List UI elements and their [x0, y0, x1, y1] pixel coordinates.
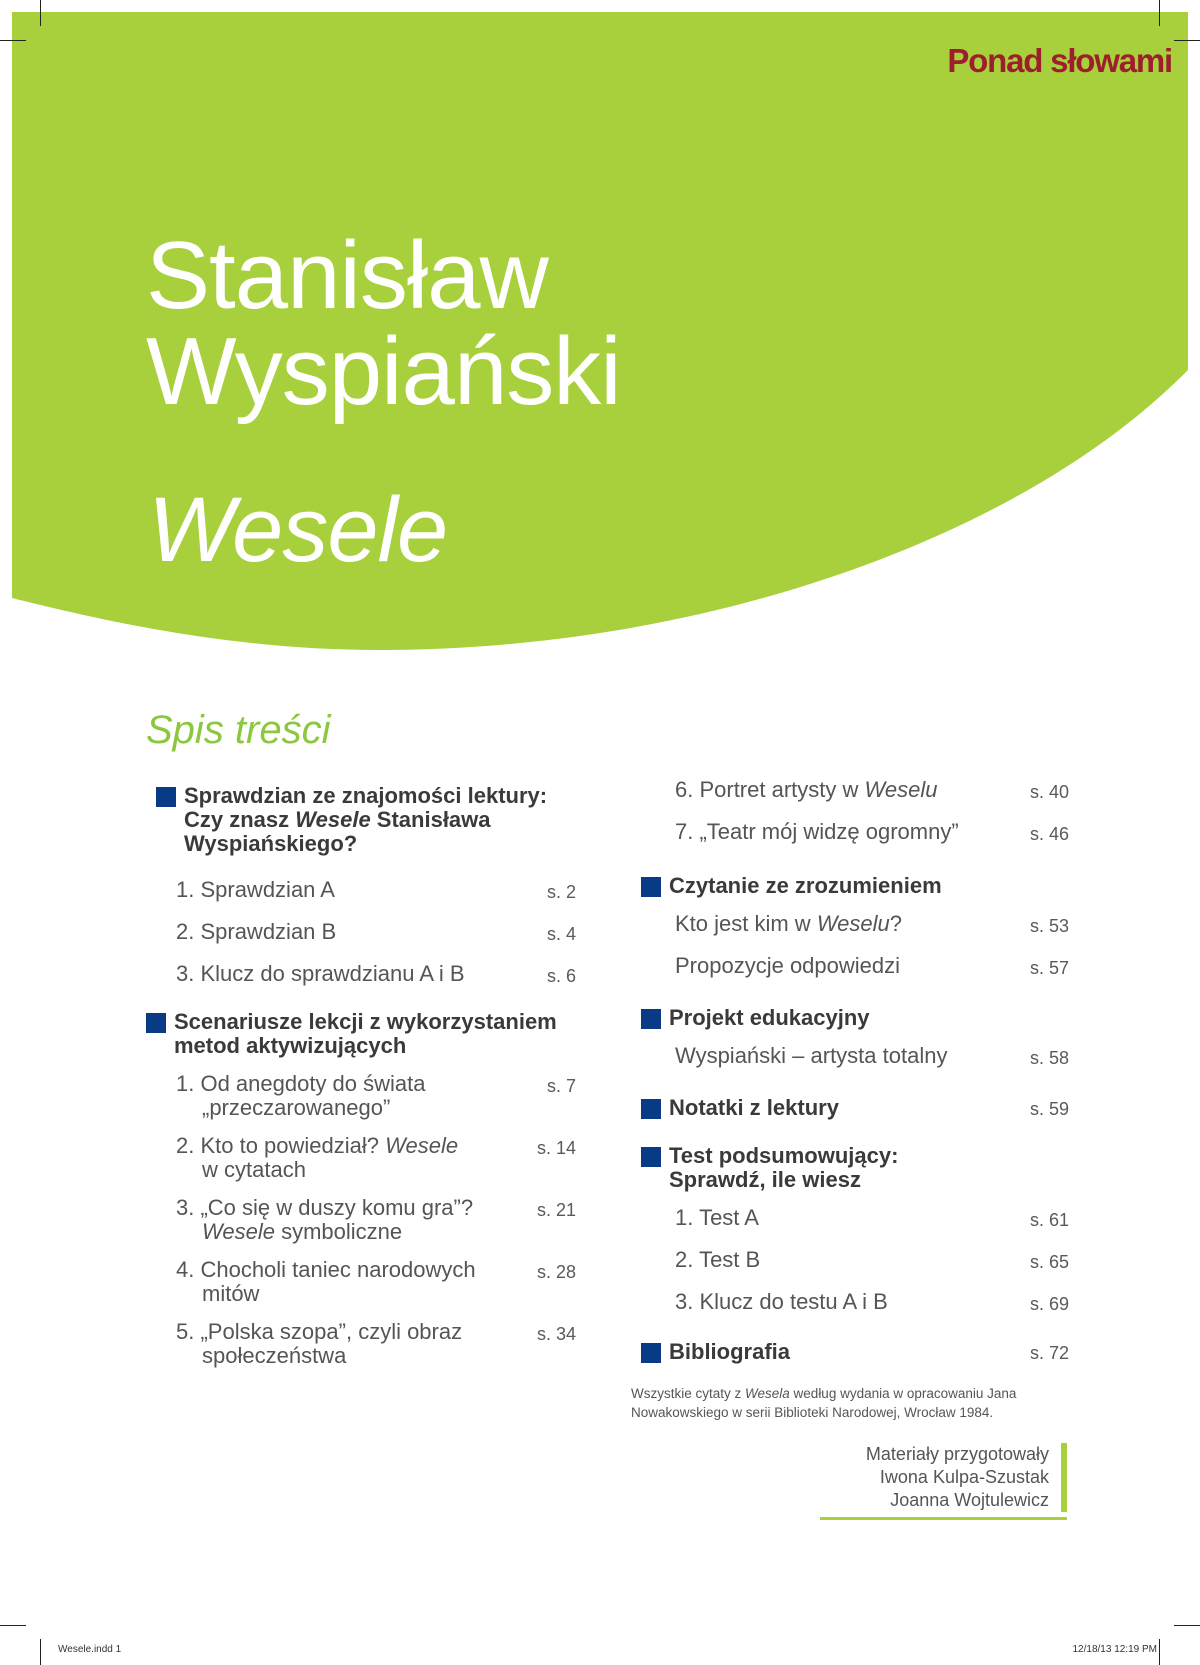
- book-title: Wesele: [148, 479, 448, 581]
- brand-logo: Ponad słowami: [947, 42, 1172, 79]
- section-bullet-square: [641, 1343, 661, 1363]
- credits: [866, 1443, 1067, 1512]
- toc-item[interactable]: Wyspiański – artysta totalny s. 58: [675, 1043, 1069, 1068]
- section-notatki-heading: Notatki z lektury: [641, 1096, 839, 1120]
- footnote: Wszystkie cytaty z Wesela według wydania w opracowaniu Jana Nowakowskiego w serii Biblioteki Narodowej, Wrocław 1984.: [631, 1386, 1017, 1420]
- toc-item[interactable]: 3. Klucz do sprawdzianu A i B s. 6: [176, 961, 576, 986]
- toc-item[interactable]: 7. „Teatr mój widzę ogromny” s. 46: [675, 819, 1069, 844]
- toc-item[interactable]: 1. Test A s. 61: [675, 1205, 1069, 1230]
- section-bullet-square: [641, 1147, 661, 1167]
- crop-mark: [0, 40, 26, 41]
- author-last-name: Wyspiański: [146, 318, 621, 425]
- crop-mark: [1174, 40, 1200, 41]
- toc-item[interactable]: Propozycje odpowiedzi s. 57: [675, 953, 1069, 978]
- section-test-heading[interactable]: Test podsumowujący: Sprawdź, ile wiesz: [641, 1144, 1069, 1192]
- crop-mark: [1174, 1625, 1200, 1626]
- crop-mark: [40, 1639, 41, 1665]
- section-bullet-square: [641, 1009, 661, 1029]
- toc-item[interactable]: 4. Chocholi taniec narodowych mitów s. 28: [176, 1257, 576, 1306]
- section-sprawdzian-heading[interactable]: Sprawdzian ze znajomości lektury: Czy znasz Wesele Stanisława Wyspiańskiego?: [146, 784, 576, 856]
- crop-mark: [1159, 1639, 1160, 1665]
- crop-mark: [1159, 0, 1160, 26]
- credits-intro: Materiały przygotowały: [865, 1444, 1049, 1464]
- toc-item[interactable]: 1. Od anegdoty do świata „przeczarowanego” s. 7: [176, 1071, 576, 1120]
- section-bullet-square: [156, 787, 176, 807]
- section-bullet-square: [641, 1099, 661, 1119]
- toc-item[interactable]: 5. „Polska szopa”, czyli obraz społeczeństwa s. 34: [176, 1319, 576, 1368]
- credits-underline: [820, 1517, 1067, 1520]
- toc-item[interactable]: 3. Klucz do testu A i B s. 69: [675, 1289, 1069, 1314]
- toc-item[interactable]: 6. Portret artysty w Weselu s. 40: [675, 777, 1069, 802]
- toc-item[interactable]: 2. Sprawdzian B s. 4: [176, 919, 576, 944]
- toc-item[interactable]: 2. Kto to powiedział? Wesele w cytatach s. 14: [176, 1133, 576, 1182]
- toc-item[interactable]: Kto jest kim w Weselu? s. 53: [675, 911, 1069, 936]
- section-scenariusze-heading[interactable]: Scenariusze lekcji z wykorzystaniem metod aktywizujących: [146, 1010, 576, 1058]
- section-notatki-row[interactable]: Notatki z lektury s. 59: [641, 1096, 1069, 1120]
- crop-mark: [0, 1625, 26, 1626]
- author-name: [146, 222, 621, 425]
- toc-left-column: [146, 784, 576, 1368]
- toc-item[interactable]: 3. „Co się w duszy komu gra”? Wesele symboliczne s. 21: [176, 1195, 576, 1244]
- toc-heading: Spis treści: [146, 708, 331, 752]
- toc-item[interactable]: 2. Test B s. 65: [675, 1247, 1069, 1272]
- toc-right-column: [641, 778, 1069, 1364]
- credits-author: Joanna Wojtulewicz: [890, 1490, 1049, 1510]
- section-czytanie-heading[interactable]: Czytanie ze zrozumieniem: [641, 874, 1069, 898]
- section-bibliografia-heading: Bibliografia: [641, 1340, 790, 1364]
- slug-file-info: Wesele.indd 1: [58, 1644, 122, 1655]
- crop-mark: [40, 0, 41, 26]
- section-bullet-square: [641, 877, 661, 897]
- section-bullet-square: [146, 1013, 166, 1033]
- section-projekt-heading[interactable]: Projekt edukacyjny: [641, 1006, 1069, 1030]
- toc-item[interactable]: 1. Sprawdzian A s. 2: [176, 877, 576, 902]
- slug-timestamp: 12/18/13 12:19 PM: [1072, 1644, 1157, 1655]
- section-bibliografia-row[interactable]: Bibliografia s. 72: [641, 1340, 1069, 1364]
- author-first-name: Stanisław: [146, 222, 548, 329]
- credits-author: Iwona Kulpa-Szustak: [879, 1467, 1049, 1487]
